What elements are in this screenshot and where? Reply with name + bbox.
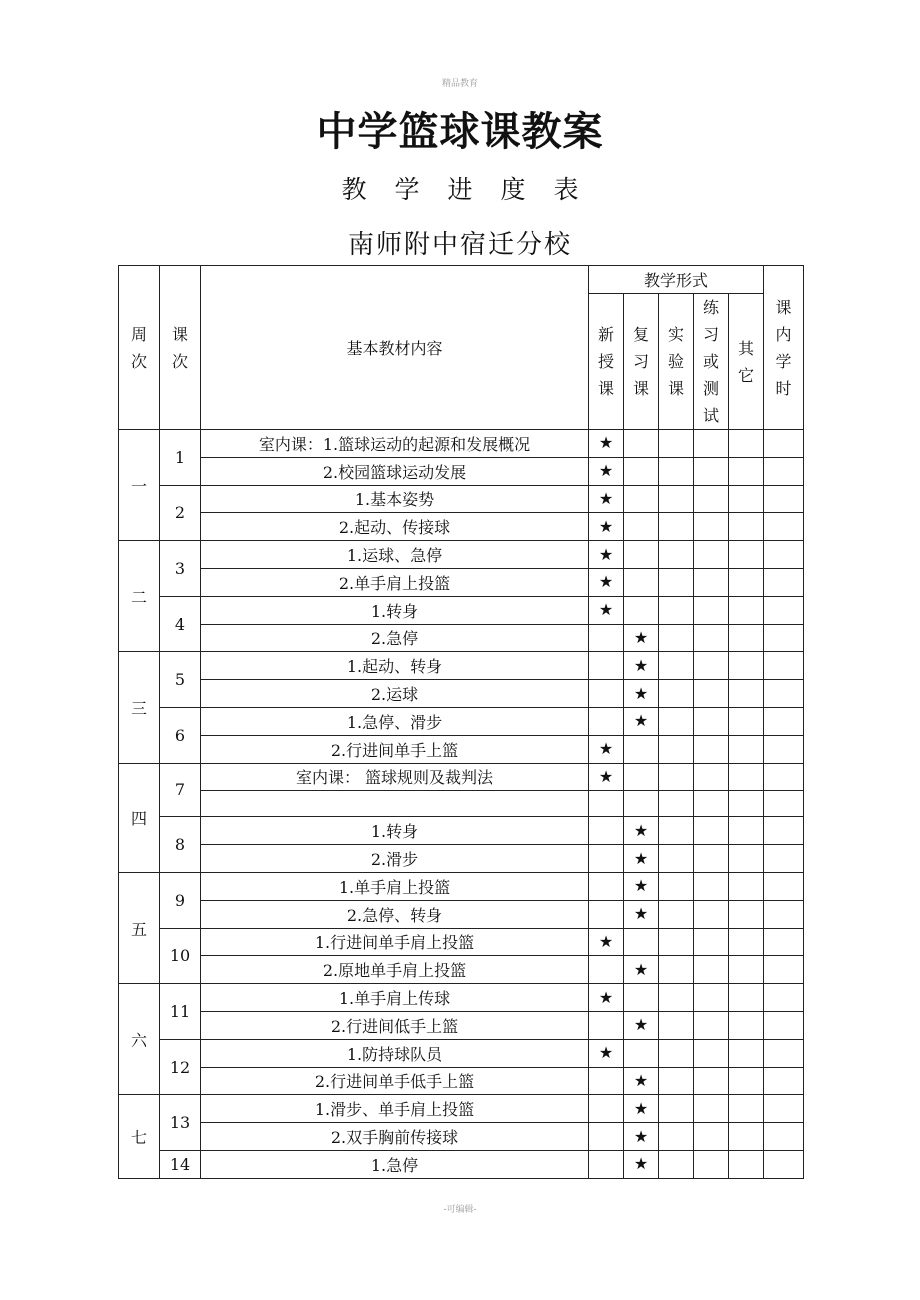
form-cell xyxy=(694,1123,729,1151)
table-row xyxy=(119,1150,804,1178)
document-title: 中学篮球课教案 xyxy=(316,109,604,155)
content-cell: 1.起动、转身 xyxy=(201,652,589,680)
form-cell xyxy=(659,900,694,928)
content-cell: 1.单手肩上投篮 xyxy=(201,872,589,900)
form-cell xyxy=(589,652,624,680)
star-mark-icon: ★ xyxy=(624,845,659,873)
table-row xyxy=(119,817,804,845)
lesson-number: 14 xyxy=(160,1150,201,1178)
star-mark-icon: ★ xyxy=(624,1150,659,1178)
form-cell xyxy=(624,791,659,817)
table-row xyxy=(119,457,804,485)
lesson-number: 12 xyxy=(160,1039,201,1095)
form-cell xyxy=(659,680,694,708)
form-cell xyxy=(729,1150,764,1178)
table-row xyxy=(119,707,804,735)
lesson-number: 8 xyxy=(160,817,201,873)
form-cell xyxy=(624,430,659,458)
form-cell xyxy=(729,624,764,652)
star-mark-icon: ★ xyxy=(589,513,624,541)
hours-cell xyxy=(764,763,804,791)
form-cell xyxy=(694,763,729,791)
lesson-number: 10 xyxy=(160,928,201,984)
form-cell xyxy=(694,900,729,928)
form-cell xyxy=(694,513,729,541)
form-cell xyxy=(659,513,694,541)
form-cell xyxy=(694,1095,729,1123)
header-hours: 课内学时 xyxy=(764,266,804,430)
content-cell: 2.行进间单手上篮 xyxy=(201,735,589,763)
content-cell: 2.急停、转身 xyxy=(201,900,589,928)
form-cell xyxy=(624,457,659,485)
star-mark-icon: ★ xyxy=(589,430,624,458)
hours-cell xyxy=(764,1067,804,1095)
lesson-number: 1 xyxy=(160,430,201,486)
lesson-number: 4 xyxy=(160,596,201,652)
table-row xyxy=(119,1123,804,1151)
form-cell xyxy=(729,791,764,817)
header-content: 基本教材内容 xyxy=(201,266,589,430)
content-cell: 2.行进间单手低手上篮 xyxy=(201,1067,589,1095)
form-cell xyxy=(729,956,764,984)
header-form-review: 复习课 xyxy=(624,294,659,430)
form-cell xyxy=(589,1123,624,1151)
form-cell xyxy=(659,956,694,984)
star-mark-icon: ★ xyxy=(624,707,659,735)
form-cell xyxy=(729,1011,764,1039)
form-cell xyxy=(694,596,729,624)
form-cell xyxy=(729,817,764,845)
form-cell xyxy=(624,763,659,791)
form-cell xyxy=(729,513,764,541)
form-cell xyxy=(659,652,694,680)
table-row xyxy=(119,430,804,458)
form-cell xyxy=(659,707,694,735)
star-mark-icon: ★ xyxy=(624,817,659,845)
content-cell: 2.原地单手肩上投篮 xyxy=(201,956,589,984)
content-cell: 室内课：1.篮球运动的起源和发展概况 xyxy=(201,430,589,458)
hours-cell xyxy=(764,652,804,680)
form-cell xyxy=(659,1123,694,1151)
week-label: 二 xyxy=(119,541,160,652)
form-cell xyxy=(659,568,694,596)
hours-cell xyxy=(764,791,804,817)
form-cell xyxy=(589,817,624,845)
form-cell xyxy=(729,596,764,624)
watermark-top: 精品教育 xyxy=(441,79,478,89)
table-row xyxy=(119,791,804,817)
form-cell xyxy=(659,763,694,791)
table-row xyxy=(119,541,804,569)
content-cell: 1.运球、急停 xyxy=(201,541,589,569)
content-cell: 1.基本姿势 xyxy=(201,485,589,513)
form-cell xyxy=(729,1067,764,1095)
table-row xyxy=(119,900,804,928)
hours-cell xyxy=(764,900,804,928)
form-cell xyxy=(624,485,659,513)
school-name: 南师附中宿迁分校 xyxy=(347,230,572,260)
form-cell xyxy=(729,457,764,485)
form-cell xyxy=(694,624,729,652)
form-cell xyxy=(729,485,764,513)
form-cell xyxy=(624,1039,659,1067)
form-cell xyxy=(659,817,694,845)
table-row xyxy=(119,624,804,652)
form-cell xyxy=(624,928,659,956)
hours-cell xyxy=(764,707,804,735)
form-cell xyxy=(589,1067,624,1095)
form-cell xyxy=(589,1011,624,1039)
form-cell xyxy=(589,845,624,873)
form-cell xyxy=(659,1011,694,1039)
form-cell xyxy=(694,956,729,984)
week-label: 四 xyxy=(119,763,160,872)
form-cell xyxy=(694,568,729,596)
form-cell xyxy=(729,1095,764,1123)
form-cell xyxy=(694,1039,729,1067)
form-cell xyxy=(729,707,764,735)
form-cell xyxy=(694,485,729,513)
form-cell xyxy=(589,900,624,928)
hours-cell xyxy=(764,541,804,569)
hours-cell xyxy=(764,984,804,1012)
table-row xyxy=(119,652,804,680)
table-row xyxy=(119,1095,804,1123)
form-cell xyxy=(694,791,729,817)
form-cell xyxy=(694,652,729,680)
form-cell xyxy=(729,735,764,763)
star-mark-icon: ★ xyxy=(589,541,624,569)
lesson-number: 13 xyxy=(160,1095,201,1151)
week-label: 一 xyxy=(119,430,160,541)
star-mark-icon: ★ xyxy=(589,928,624,956)
header-lesson: 课次 xyxy=(160,266,201,430)
star-mark-icon: ★ xyxy=(624,1067,659,1095)
form-cell xyxy=(694,1011,729,1039)
form-cell xyxy=(589,624,624,652)
form-cell xyxy=(694,984,729,1012)
lesson-number: 11 xyxy=(160,984,201,1040)
table-row xyxy=(119,735,804,763)
lesson-number: 6 xyxy=(160,707,201,763)
hours-cell xyxy=(764,928,804,956)
table-row xyxy=(119,984,804,1012)
hours-cell xyxy=(764,1095,804,1123)
star-mark-icon: ★ xyxy=(589,763,624,791)
lesson-number: 2 xyxy=(160,485,201,541)
star-mark-icon: ★ xyxy=(624,872,659,900)
table-row xyxy=(119,568,804,596)
form-cell xyxy=(659,1150,694,1178)
form-cell xyxy=(659,1095,694,1123)
lesson-number: 9 xyxy=(160,872,201,928)
form-cell xyxy=(694,707,729,735)
star-mark-icon: ★ xyxy=(624,900,659,928)
content-cell: 2.运球 xyxy=(201,680,589,708)
lesson-number: 7 xyxy=(160,763,201,817)
star-mark-icon: ★ xyxy=(589,984,624,1012)
content-cell: 2.急停 xyxy=(201,624,589,652)
watermark-bottom: -可编辑- xyxy=(443,1205,477,1215)
form-cell xyxy=(624,513,659,541)
form-cell xyxy=(659,485,694,513)
star-mark-icon: ★ xyxy=(589,485,624,513)
table-row xyxy=(119,485,804,513)
form-cell xyxy=(729,568,764,596)
form-cell xyxy=(589,707,624,735)
star-mark-icon: ★ xyxy=(589,568,624,596)
star-mark-icon: ★ xyxy=(589,1039,624,1067)
star-mark-icon: ★ xyxy=(624,1011,659,1039)
form-cell xyxy=(729,900,764,928)
table-row xyxy=(119,763,804,791)
form-cell xyxy=(729,763,764,791)
table-row xyxy=(119,1039,804,1067)
lesson-number: 3 xyxy=(160,541,201,597)
form-cell xyxy=(624,984,659,1012)
star-mark-icon: ★ xyxy=(624,1095,659,1123)
content-cell: 1.防持球队员 xyxy=(201,1039,589,1067)
table-row xyxy=(119,680,804,708)
form-cell xyxy=(729,1039,764,1067)
table-row xyxy=(119,956,804,984)
form-cell xyxy=(729,680,764,708)
content-cell: 1.滑步、单手肩上投篮 xyxy=(201,1095,589,1123)
form-cell xyxy=(589,1150,624,1178)
form-cell xyxy=(694,1150,729,1178)
form-cell xyxy=(589,1095,624,1123)
form-cell xyxy=(659,457,694,485)
content-cell: 2.校园篮球运动发展 xyxy=(201,457,589,485)
form-cell xyxy=(694,872,729,900)
table-row xyxy=(119,1011,804,1039)
week-label: 五 xyxy=(119,872,160,983)
form-cell xyxy=(659,596,694,624)
hours-cell xyxy=(764,430,804,458)
hours-cell xyxy=(764,845,804,873)
form-cell xyxy=(729,1123,764,1151)
content-cell: 1.急停 xyxy=(201,1150,589,1178)
content-cell: 1.转身 xyxy=(201,817,589,845)
hours-cell xyxy=(764,485,804,513)
hours-cell xyxy=(764,596,804,624)
form-cell xyxy=(624,596,659,624)
header-form-new: 新授课 xyxy=(589,294,624,430)
table-row xyxy=(119,872,804,900)
form-cell xyxy=(624,735,659,763)
table-row xyxy=(119,1067,804,1095)
table-row xyxy=(119,513,804,541)
content-cell: 1.行进间单手肩上投篮 xyxy=(201,928,589,956)
content-cell: 1.单手肩上传球 xyxy=(201,984,589,1012)
header-row-1 xyxy=(119,266,804,294)
content-cell: 1.转身 xyxy=(201,596,589,624)
form-cell xyxy=(659,541,694,569)
week-label: 七 xyxy=(119,1095,160,1178)
week-label: 三 xyxy=(119,652,160,763)
star-mark-icon: ★ xyxy=(624,680,659,708)
form-cell xyxy=(729,984,764,1012)
form-cell xyxy=(659,735,694,763)
header-form-practice: 练习或测试 xyxy=(694,294,729,430)
header-week: 周次 xyxy=(119,266,160,430)
star-mark-icon: ★ xyxy=(624,624,659,652)
form-cell xyxy=(589,680,624,708)
table-row xyxy=(119,928,804,956)
content-cell: 2.单手肩上投篮 xyxy=(201,568,589,596)
table-row xyxy=(119,596,804,624)
schedule-table xyxy=(118,265,804,1179)
document-subtitle: 教学进度表 xyxy=(341,175,607,204)
content-cell: 2.起动、传接球 xyxy=(201,513,589,541)
form-cell xyxy=(659,872,694,900)
star-mark-icon: ★ xyxy=(624,956,659,984)
content-cell xyxy=(201,791,589,817)
hours-cell xyxy=(764,872,804,900)
star-mark-icon: ★ xyxy=(589,735,624,763)
form-cell xyxy=(694,1067,729,1095)
star-mark-icon: ★ xyxy=(624,652,659,680)
form-cell xyxy=(659,845,694,873)
lesson-number: 5 xyxy=(160,652,201,708)
hours-cell xyxy=(764,568,804,596)
hours-cell xyxy=(764,817,804,845)
content-cell: 1.急停、滑步 xyxy=(201,707,589,735)
content-cell: 室内课： 篮球规则及裁判法 xyxy=(201,763,589,791)
content-cell: 2.双手胸前传接球 xyxy=(201,1123,589,1151)
header-form-other: 其它 xyxy=(729,294,764,430)
form-cell xyxy=(589,872,624,900)
form-cell xyxy=(694,541,729,569)
star-mark-icon: ★ xyxy=(589,596,624,624)
form-cell xyxy=(694,680,729,708)
form-cell xyxy=(659,984,694,1012)
form-cell xyxy=(589,791,624,817)
hours-cell xyxy=(764,956,804,984)
form-cell xyxy=(694,817,729,845)
form-cell xyxy=(624,541,659,569)
form-cell xyxy=(659,1039,694,1067)
week-label: 六 xyxy=(119,984,160,1095)
hours-cell xyxy=(764,1123,804,1151)
form-cell xyxy=(659,430,694,458)
hours-cell xyxy=(764,624,804,652)
header-form-group: 教学形式 xyxy=(589,266,764,294)
form-cell xyxy=(624,568,659,596)
hours-cell xyxy=(764,1011,804,1039)
form-cell xyxy=(729,652,764,680)
content-cell: 2.行进间低手上篮 xyxy=(201,1011,589,1039)
form-cell xyxy=(659,791,694,817)
form-cell xyxy=(589,956,624,984)
form-cell xyxy=(659,928,694,956)
hours-cell xyxy=(764,1150,804,1178)
form-cell xyxy=(694,430,729,458)
header-form-experiment: 实验课 xyxy=(659,294,694,430)
schedule-body xyxy=(119,430,804,1179)
form-cell xyxy=(729,928,764,956)
form-cell xyxy=(729,541,764,569)
hours-cell xyxy=(764,735,804,763)
form-cell xyxy=(694,845,729,873)
hours-cell xyxy=(764,1039,804,1067)
form-cell xyxy=(729,845,764,873)
form-cell xyxy=(729,430,764,458)
form-cell xyxy=(659,1067,694,1095)
table-row xyxy=(119,845,804,873)
form-cell xyxy=(694,928,729,956)
star-mark-icon: ★ xyxy=(589,457,624,485)
hours-cell xyxy=(764,457,804,485)
form-cell xyxy=(729,872,764,900)
form-cell xyxy=(659,624,694,652)
form-cell xyxy=(694,735,729,763)
hours-cell xyxy=(764,680,804,708)
star-mark-icon: ★ xyxy=(624,1123,659,1151)
hours-cell xyxy=(764,513,804,541)
form-cell xyxy=(694,457,729,485)
content-cell: 2.滑步 xyxy=(201,845,589,873)
